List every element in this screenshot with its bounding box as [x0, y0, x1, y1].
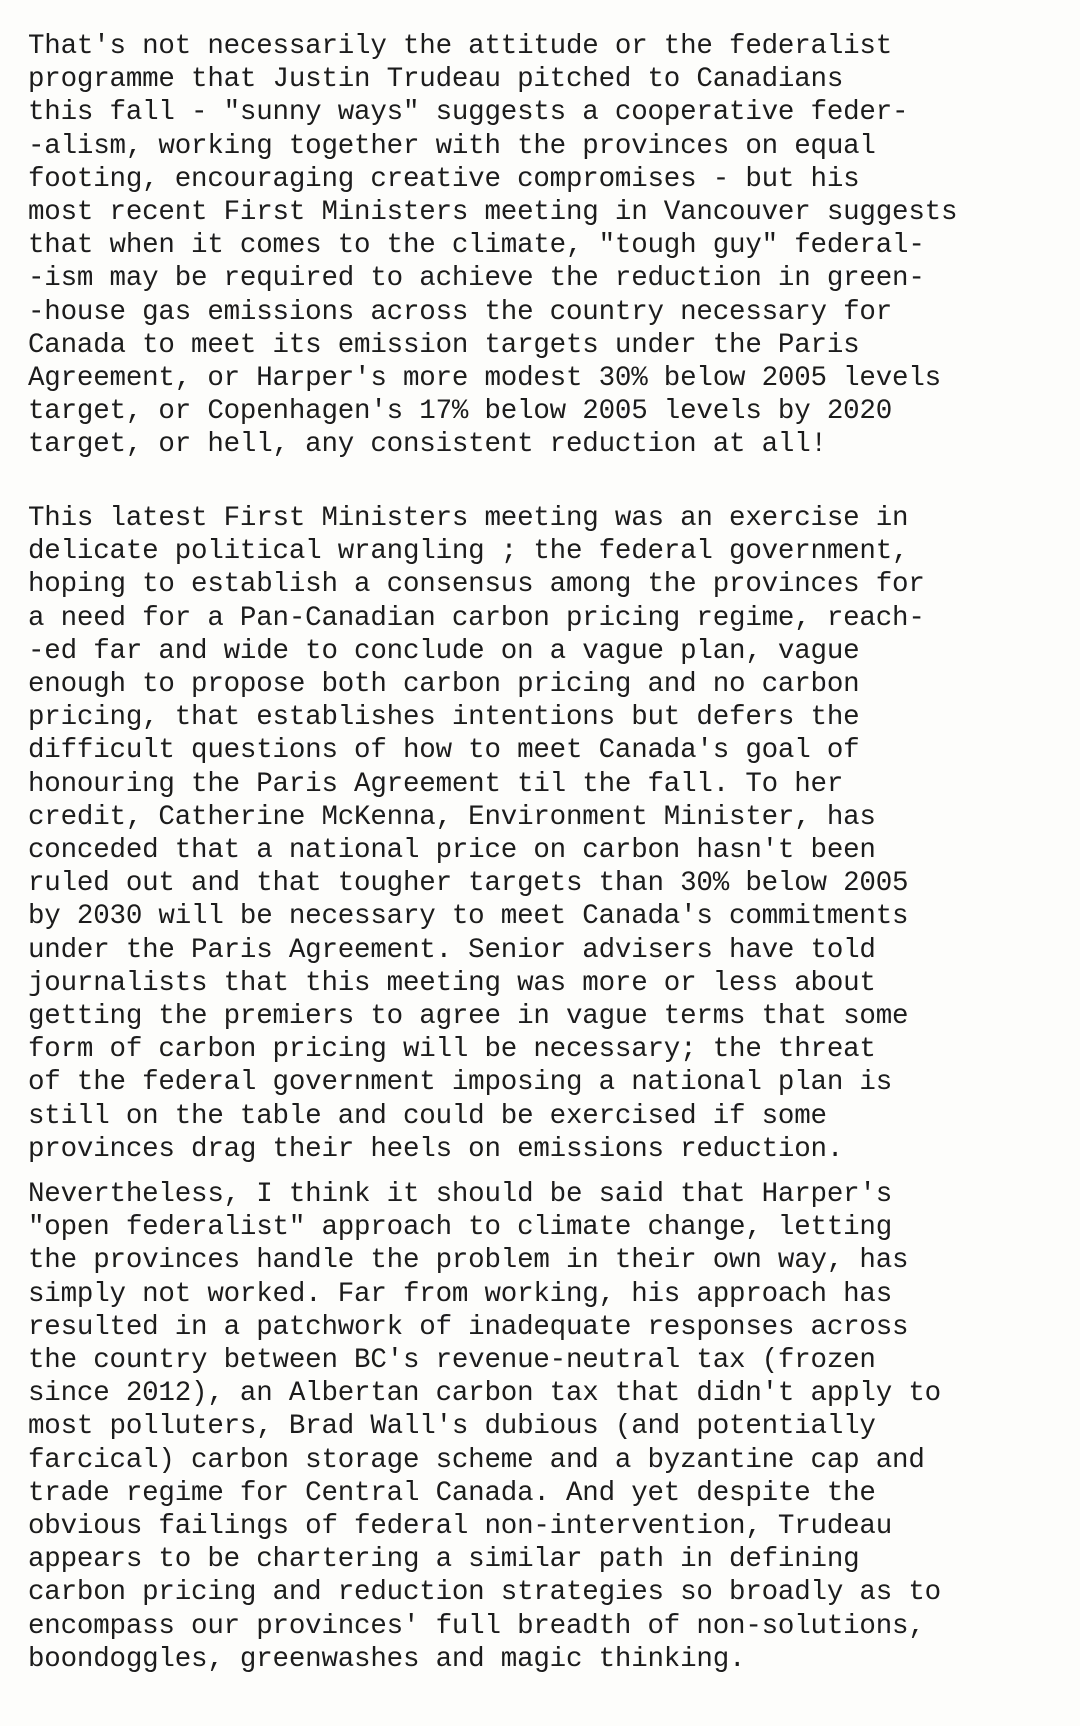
text-line: appears to be chartering a similar path in defining	[28, 1544, 860, 1576]
text-line: most recent First Ministers meeting in Vancouver suggests	[28, 197, 958, 229]
text-line: boondoggles, greenwashes and magic thinking.	[28, 1643, 746, 1675]
text-line: carbon pricing and reduction strategies so broadly as to	[28, 1577, 941, 1609]
text-line: hoping to establish a consensus among the provinces for	[28, 569, 925, 601]
text-line: -house gas emissions across the country necessary for	[28, 296, 893, 328]
text-line: enough to propose both carbon pricing and no carbon	[28, 669, 860, 701]
text-line: "open federalist" approach to climate change, letting	[28, 1212, 893, 1244]
text-line: footing, encouraging creative compromises - but his	[28, 163, 860, 195]
text-line: simply not worked. Far from working, his approach has	[28, 1278, 893, 1310]
text-line: obvious failings of federal non-intervention, Trudeau	[28, 1511, 893, 1543]
text-line: That's not necessarily the attitude or the federalist	[28, 31, 893, 62]
text-line: form of carbon pricing will be necessary; the threat	[28, 1034, 876, 1066]
text-line: most polluters, Brad Wall's dubious (and potentially	[28, 1411, 876, 1443]
text-line: conceded that a national price on carbon hasn't been	[28, 835, 876, 867]
text-line: provinces drag their heels on emissions reduction.	[28, 1133, 844, 1165]
text-line: pricing, that establishes intentions but defers the	[28, 702, 860, 734]
text-line: -ism may be required to achieve the reduction in green-	[28, 263, 925, 295]
text-line: this fall - "sunny ways" suggests a cooperative feder-	[28, 97, 909, 129]
text-line: the country between BC's revenue-neutral tax (frozen	[28, 1345, 876, 1377]
paragraph-3	[28, 1178, 1068, 1676]
text-line: by 2030 will be necessary to meet Canada's commitments	[28, 901, 909, 933]
text-line: credit, Catherine McKenna, Environment Minister, has	[28, 801, 876, 833]
text-line: target, or hell, any consistent reduction at all!	[28, 429, 827, 461]
text-line: -ed far and wide to conclude on a vague plan, vague	[28, 635, 860, 667]
text-line: journalists that this meeting was more or less about	[28, 967, 876, 999]
text-line: delicate political wrangling ; the federal government,	[28, 536, 909, 568]
text-line: This latest First Ministers meeting was an exercise in	[28, 503, 909, 534]
text-line: that when it comes to the climate, "tough guy" federal-	[28, 230, 925, 262]
text-line: difficult questions of how to meet Canada's goal of	[28, 735, 860, 767]
text-line: resulted in a patchwork of inadequate responses across	[28, 1311, 909, 1343]
text-line: Canada to meet its emission targets under the Paris	[28, 329, 860, 361]
text-line: programme that Justin Trudeau pitched to Canadians	[28, 64, 844, 96]
text-line: a need for a Pan-Canadian carbon pricing regime, reach-	[28, 602, 925, 634]
text-line: since 2012), an Albertan carbon tax that didn't apply to	[28, 1378, 941, 1410]
text-line: farcical) carbon storage scheme and a byzantine cap and	[28, 1444, 925, 1476]
text-line: of the federal government imposing a national plan is	[28, 1067, 893, 1099]
text-line: still on the table and could be exercised if some	[28, 1100, 827, 1132]
text-line: Nevertheless, I think it should be said that Harper's	[28, 1179, 893, 1210]
text-line: getting the premiers to agree in vague terms that some	[28, 1001, 909, 1033]
text-line: under the Paris Agreement. Senior advisers have told	[28, 934, 876, 966]
text-line: ruled out and that tougher targets than 30% below 2005	[28, 868, 909, 900]
paragraph-1	[28, 30, 1068, 462]
text-line: target, or Copenhagen's 17% below 2005 levels by 2020	[28, 396, 893, 428]
text-line: the provinces handle the problem in their own way, has	[28, 1245, 909, 1277]
text-line: Agreement, or Harper's more modest 30% below 2005 levels	[28, 363, 941, 395]
text-line: trade regime for Central Canada. And yet despite the	[28, 1477, 876, 1509]
text-line: honouring the Paris Agreement til the fall. To her	[28, 768, 844, 800]
text-line: encompass our provinces' full breadth of non-solutions,	[28, 1610, 925, 1642]
text-line: -alism, working together with the provinces on equal	[28, 130, 876, 162]
paragraph-2	[28, 502, 1068, 1166]
